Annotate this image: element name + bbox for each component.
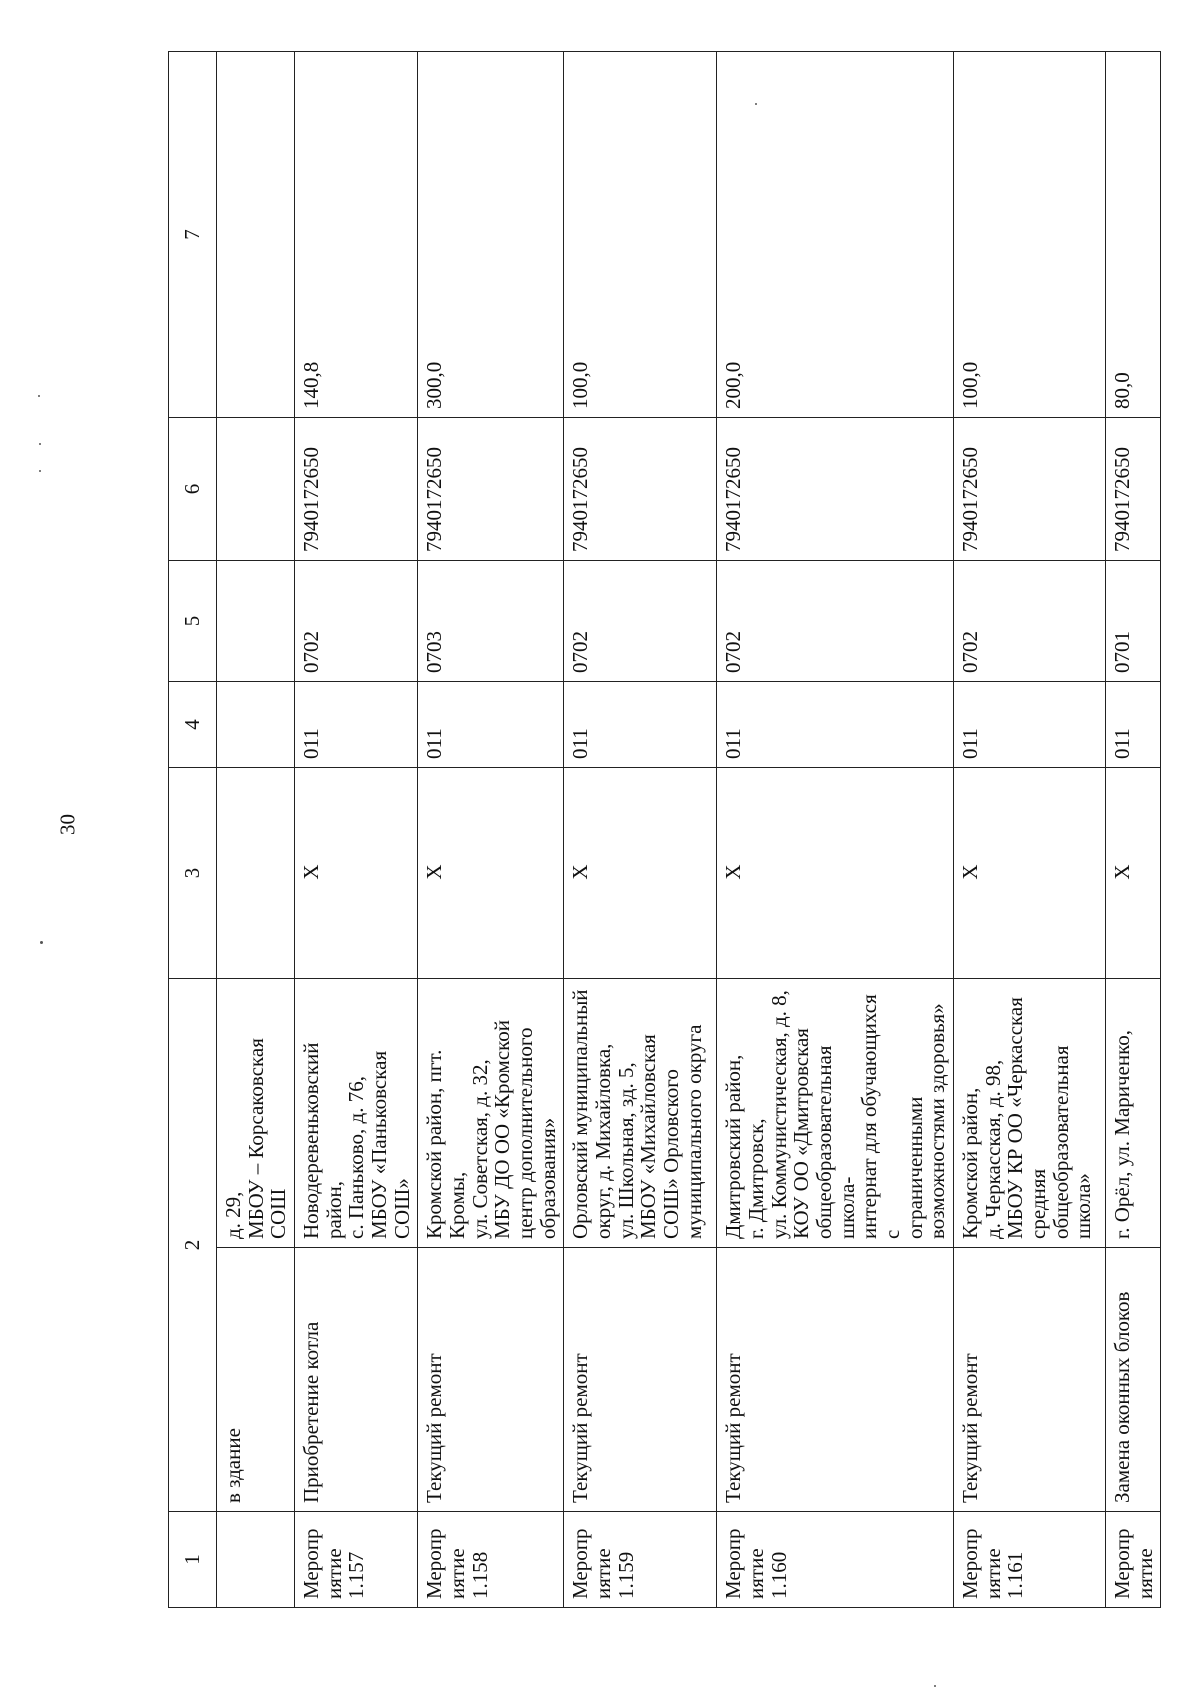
col7-cell [217,52,295,418]
measure-id-cell: Мероприятие [1106,1512,1161,1608]
header-cell-col5: 5 [169,561,217,682]
col3-cell [217,768,295,979]
scan-speck [40,941,43,944]
col7-cell: 100,0 [954,52,1106,418]
budget-measures-table [168,51,1161,1608]
table-row [954,52,1106,1608]
header-row [169,52,217,1608]
measure-type-cell: Замена оконных блоков [1106,1248,1161,1512]
col5-cell: 0702 [717,561,954,682]
measure-type-cell: Приобретение котла [295,1248,418,1512]
col3-cell: Х [1106,768,1161,979]
measure-id-cell [217,1512,295,1608]
col5-cell: 0702 [954,561,1106,682]
table-row [717,52,954,1608]
col3-cell: Х [295,768,418,979]
col4-cell: 011 [564,682,717,768]
measure-address-cell: Новодеревеньковский район, с. Паньково, д. 76, МБОУ «Паньковская СОШ» [295,979,418,1248]
table-row [564,52,717,1608]
col4-cell: 011 [295,682,418,768]
col6-cell: 7940172650 [1106,418,1161,561]
col3-cell: Х [954,768,1106,979]
col5-cell: 0701 [1106,561,1161,682]
measure-id-cell: Мероприятие 1.157 [295,1512,418,1608]
measure-type-cell: Текущий ремонт [564,1248,717,1512]
header-cell-col6: 6 [169,418,217,561]
measure-address-cell: Кромской район, пгт. Кромы, ул. Советская, д. 32, МБУ ДО ОО «Кромской центр дополнительного образования» [418,979,564,1248]
col4-cell: 011 [954,682,1106,768]
measure-type-cell: в здание [217,1248,295,1512]
col6-cell: 7940172650 [418,418,564,561]
col6-cell [217,418,295,561]
scan-speck [39,443,41,445]
scan-speck [38,395,40,397]
measure-id-cell: Мероприятие 1.158 [418,1512,564,1608]
page-number: 30 [55,814,80,835]
col6-cell: 7940172650 [954,418,1106,561]
table-row [295,52,418,1608]
col7-cell: 140,8 [295,52,418,418]
scan-speck [755,103,757,105]
header-cell-col4: 4 [169,682,217,768]
col7-cell: 100,0 [564,52,717,418]
col4-cell: 011 [1106,682,1161,768]
measure-id-cell: Мероприятие 1.161 [954,1512,1106,1608]
col7-cell: 300,0 [418,52,564,418]
col7-cell: 80,0 [1106,52,1161,418]
header-cell-col7: 7 [169,52,217,418]
document-table-area [168,52,1157,1608]
measure-address-cell: Кромской район, д. Черкасская, д. 98, МБОУ КР ОО «Черкасская средняя общеобразовательная школа» [954,979,1106,1248]
col6-cell: 7940172650 [717,418,954,561]
measure-address-cell: г. Орёл, ул. Мариченко, [1106,979,1161,1248]
measure-id-cell: Мероприятие 1.159 [564,1512,717,1608]
table-row [217,52,295,1608]
col6-cell: 7940172650 [564,418,717,561]
measure-type-cell: Текущий ремонт [418,1248,564,1512]
col4-cell [217,682,295,768]
measure-address-cell: д. 29, МБОУ – Корсаковская СОШ [217,979,295,1248]
measure-type-cell: Текущий ремонт [954,1248,1106,1512]
col3-cell: Х [564,768,717,979]
measure-type-cell: Текущий ремонт [717,1248,954,1512]
measure-address-cell: Дмитровский район, г. Дмитровск, ул. Коммунистическая, д. 8, КОУ ОО «Дмитровская общеобразовательная школа- интернат для обучающихся с ограниченными возможностями здоровья» [717,979,954,1248]
scan-speck [39,470,41,472]
col3-cell: Х [717,768,954,979]
measure-id-cell: Мероприятие 1.160 [717,1512,954,1608]
rotated-table-container [168,52,1157,1608]
measure-address-cell: Орловский муниципальный округ, д. Михайловка, ул. Школьная, зд. 5, МБОУ «Михайловская СОШ» Орловского муниципального округа [564,979,717,1248]
col4-cell: 011 [418,682,564,768]
col7-cell: 200,0 [717,52,954,418]
header-cell-col1: 1 [169,1512,217,1608]
col3-cell: Х [418,768,564,979]
col5-cell: 0702 [295,561,418,682]
col5-cell: 0703 [418,561,564,682]
header-cell-col2: 2 [169,979,217,1512]
col5-cell: 0702 [564,561,717,682]
header-cell-col3: 3 [169,768,217,979]
col4-cell: 011 [717,682,954,768]
table-row [418,52,564,1608]
table-row [1106,52,1161,1608]
col5-cell [217,561,295,682]
col6-cell: 7940172650 [295,418,418,561]
scan-speck [934,1685,936,1687]
